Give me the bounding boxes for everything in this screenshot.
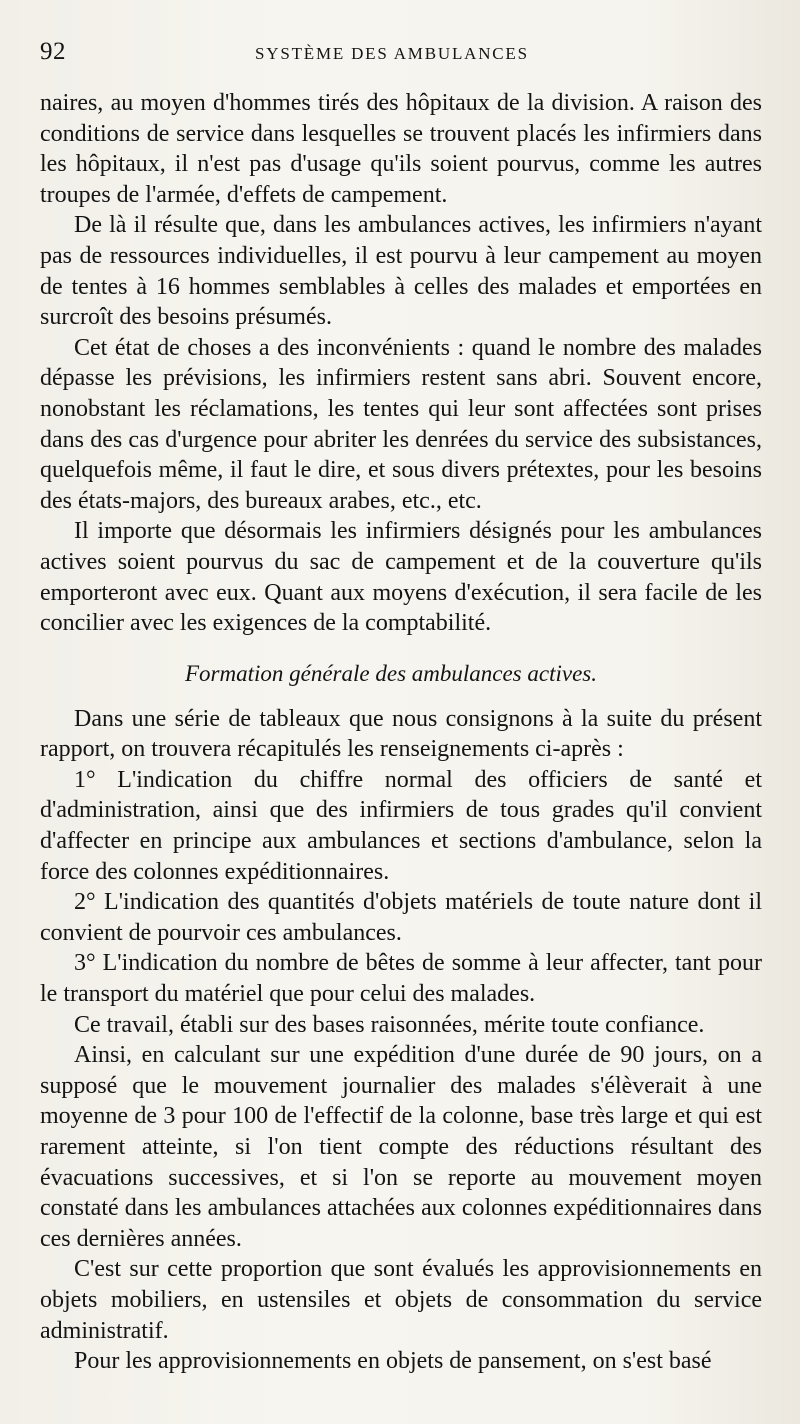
paragraph: Ce travail, établi sur des bases raisonnées, mérite toute confiance. <box>74 1011 705 1038</box>
section-heading: Formation générale des ambulances actives. <box>185 660 597 686</box>
paragraph: Ainsi, en calculant sur une expédition d'une durée de 90 jours, on a supposé que le mouvement journalier des malades s'élèverait à une moyenne de 3 pour 100 de l'effectif de la colonne, base très large et qui est rarement atteinte, si l'on tient compte des réductions résultant des évacuations successives, et si l'on se reporte au mouvement moyen constaté dans les ambulances attachées aux colonnes expéditionnaires dans ces dernières années. <box>40 1042 762 1252</box>
body-text <box>40 88 762 1377</box>
list-item: 3° L'indication du nombre de bêtes de somme à leur affecter, tant pour le transport du matériel que pour celui des malades. <box>40 950 762 1008</box>
paragraph: Dans une série de tableaux que nous consignons à la suite du présent rapport, on trouvera récapitulés les renseignements ci-après : <box>40 705 762 763</box>
page-number: 92 <box>40 38 66 65</box>
paragraph: Il importe que désormais les infirmiers désignés pour les ambulances actives soient pourvus du sac de campement et de la couverture qu'ils emporteront avec eux. Quant aux moyens d'exécution, il sera facile de les concilier avec les exigences de la comptabilité. <box>40 518 762 637</box>
paragraph: C'est sur cette proportion que sont évalués les approvisionnements en objets mobiliers, en ustensiles et objets de consommation du service administratif. <box>40 1256 762 1344</box>
paragraph: Cet état de choses a des inconvénients : quand le nombre des malades dépasse les prévisions, les infirmiers restent sans abri. Souvent encore, nonobstant les réclamations, les tentes qui leur sont affectées sont prises dans des cas d'urgence pour abriter les denrées du service des subsistances, quelquefois même, il faut le dire, et sous divers prétextes, pour les besoins des états-majors, des bureaux arabes, etc., etc. <box>40 334 762 514</box>
running-title: SYSTÈME DES AMBULANCES <box>255 44 529 63</box>
list-item: 1° L'indication du chiffre normal des officiers de santé et d'administration, ainsi que des infirmiers de tous grades qu'il convient d'affecter en principe aux ambulances et sections d'ambulance, selon la force des colonnes expéditionnaires. <box>40 766 762 885</box>
paragraph: Pour les approvisionnements en objets de pansement, on s'est basé <box>74 1348 712 1375</box>
paragraph: naires, au moyen d'hommes tirés des hôpitaux de la division. A raison des conditions de service dans lesquelles se trouvent placés les infirmiers dans les hôpitaux, il n'est pas d'usage qu'ils soient pourvus, comme les autres troupes de l'armée, d'effets de campement. <box>40 90 762 208</box>
page-header <box>40 38 762 72</box>
list-item: 2° L'indication des quantités d'objets matériels de toute nature dont il convient de pourvoir ces ambulances. <box>40 889 762 946</box>
paragraph: De là il résulte que, dans les ambulances actives, les infirmiers n'ayant pas de ressources individuelles, il est pourvu à leur campement au moyen de tentes à 16 hommes semblables à celles des malades et emportées en surcroît des besoins présumés. <box>40 212 762 331</box>
